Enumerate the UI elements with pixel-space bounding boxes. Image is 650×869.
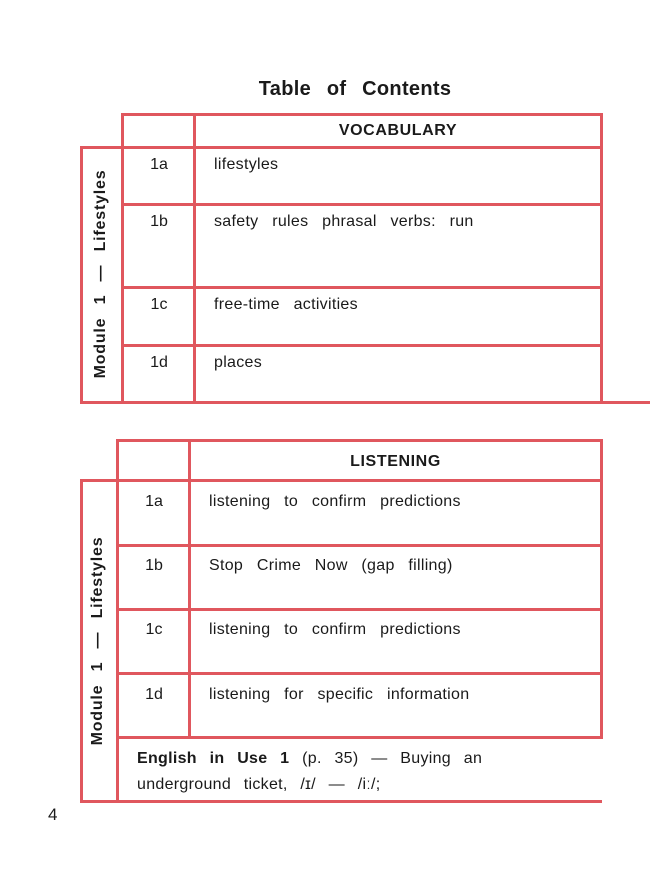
table-rule — [80, 479, 83, 803]
row-text: listening for specific information — [209, 686, 470, 703]
row-text: lifestyles — [214, 156, 279, 173]
module-label: Module 1 — Lifestyles — [89, 536, 106, 746]
page-number: 4 — [48, 805, 58, 824]
english-in-use-line-1 — [137, 746, 482, 772]
table-rule — [80, 479, 603, 482]
english-in-use-page-ref: (p. 35) — Buying an — [302, 750, 483, 767]
page-title: Table of Contents — [258, 78, 452, 100]
english-in-use-line-2: underground ticket, /ɪ/ — /iː/; — [137, 776, 381, 793]
row-code: 1c — [145, 621, 163, 638]
row-code: 1a — [145, 493, 163, 510]
row-text: Stop Crime Now (gap filling) — [209, 557, 453, 574]
row-code: 1d — [145, 686, 163, 703]
table-rule — [80, 146, 83, 404]
row-code: 1b — [145, 557, 163, 574]
row-text: places — [214, 354, 263, 371]
table-header: VOCABULARY — [338, 122, 458, 139]
english-in-use-entry — [137, 746, 482, 798]
row-text: listening to confirm predictions — [209, 621, 461, 638]
table-rule — [600, 113, 603, 404]
table-header: LISTENING — [350, 453, 441, 470]
row-code: 1b — [150, 213, 168, 230]
table-rule — [80, 800, 602, 803]
row-text: listening to confirm predictions — [209, 493, 461, 510]
english-in-use-title: English in Use 1 — [137, 750, 290, 767]
row-text: safety rules phrasal verbs: run — [214, 213, 474, 230]
row-text: free-time activities — [214, 296, 358, 313]
row-code: 1d — [150, 354, 168, 371]
table-rule — [80, 146, 603, 149]
row-code: 1c — [150, 296, 168, 313]
table-rule — [600, 439, 603, 739]
table-rule — [80, 401, 650, 404]
module-label: Module 1 — Lifestyles — [92, 169, 109, 379]
row-code: 1a — [150, 156, 168, 173]
